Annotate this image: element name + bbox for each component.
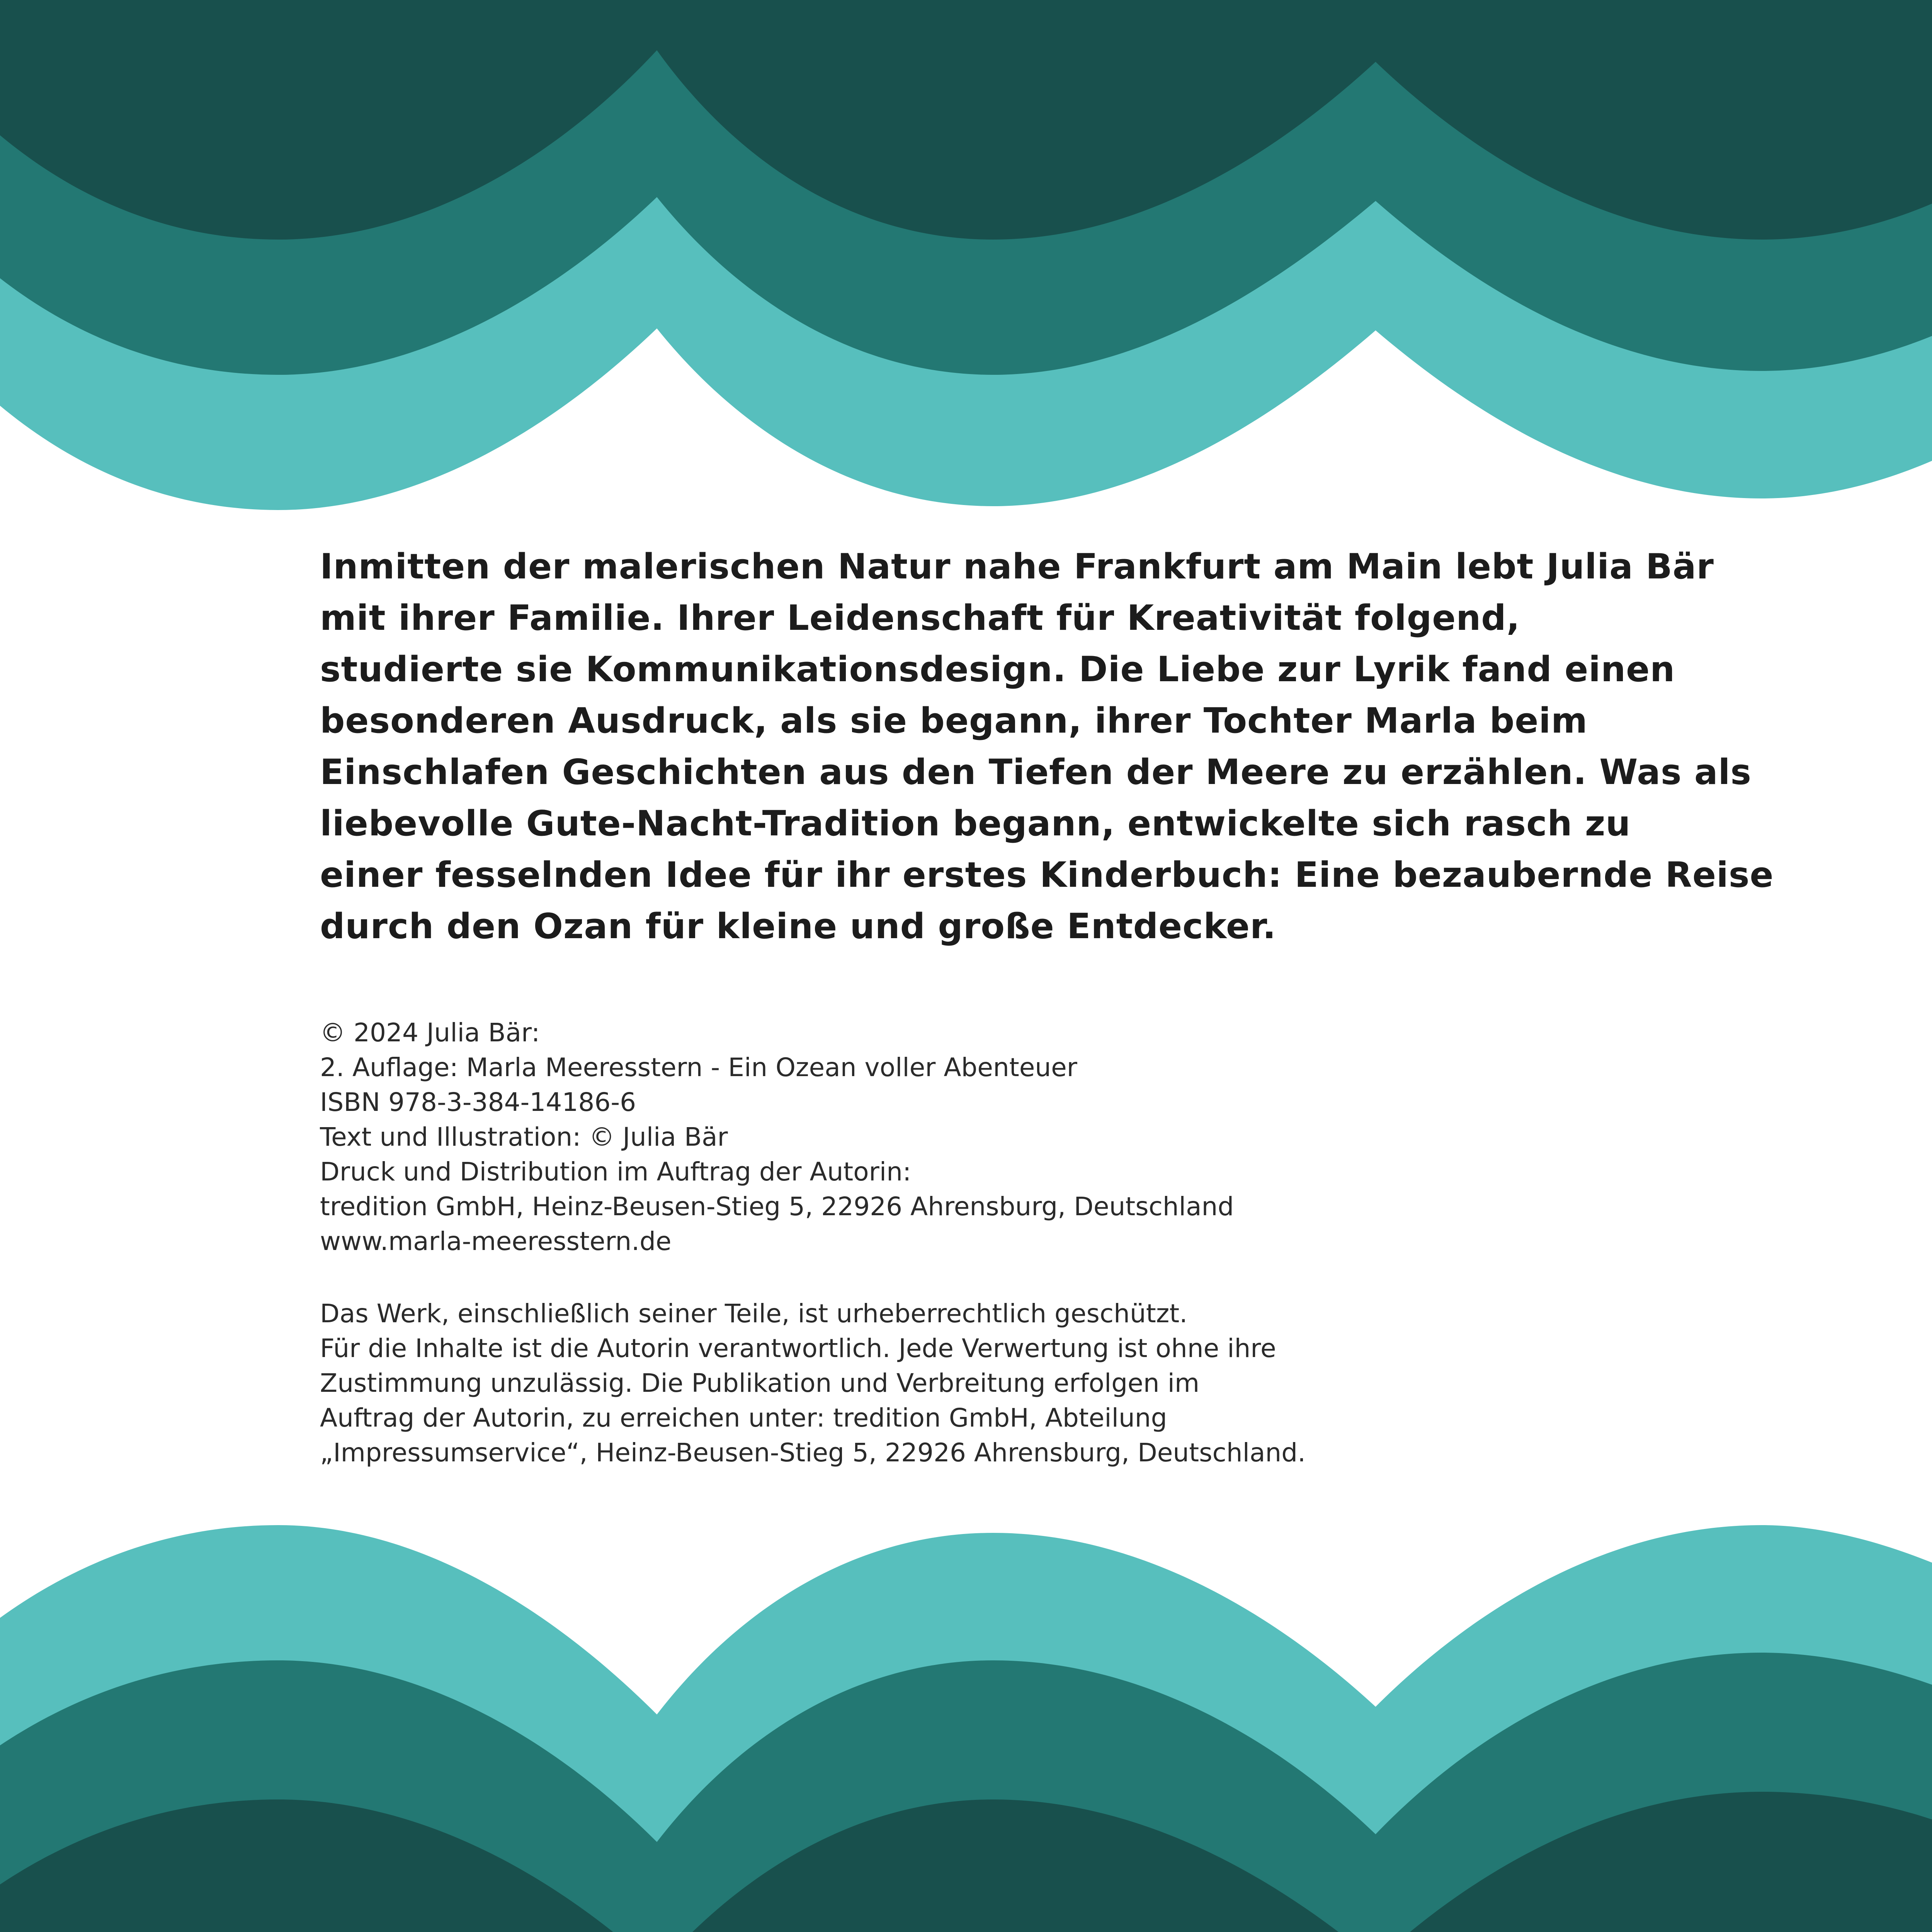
distribution-line: Druck und Distribution im Auftrag der Autorin: bbox=[320, 1157, 912, 1187]
legal-line: Zustimmung unzulässig. Die Publikation und Verbreitung erfolgen im bbox=[320, 1368, 1200, 1398]
bottom-wave-dark bbox=[0, 1792, 1932, 1932]
publisher-address-line: tredition GmbH, Heinz-Beusen-Stieg 5, 22926 Ahrensburg, Deutschland bbox=[320, 1192, 1234, 1221]
credits-line: Text und Illustration: © Julia Bär bbox=[320, 1122, 728, 1152]
bio-line: einer fesselnden Idee für ihr erstes Kinderbuch: Eine bezaubernde Reise bbox=[320, 855, 1774, 895]
legal-notice bbox=[320, 1296, 1696, 1470]
bio-line: Inmitten der malerischen Natur nahe Frankfurt am Main lebt Julia Bär bbox=[320, 546, 1714, 587]
bio-line: durch den Ozan für kleine und große Entdecker. bbox=[320, 906, 1276, 947]
bio-line: liebevolle Gute-Nacht-Tradition begann, entwickelte sich rasch zu bbox=[320, 803, 1631, 844]
top-wave-graphic bbox=[0, 0, 1932, 541]
edition-line: 2. Auflage: Marla Meeresstern - Ein Ozean voller Abenteuer bbox=[320, 1053, 1077, 1082]
isbn-line: ISBN 978-3-384-14186-6 bbox=[320, 1087, 636, 1117]
bio-line: studierte sie Kommunikationsdesign. Die Liebe zur Lyrik fand einen bbox=[320, 649, 1675, 690]
legal-line: „Impressumservice“, Heinz-Beusen-Stieg 5, 22926 Ahrensburg, Deutschland. bbox=[320, 1438, 1306, 1468]
legal-line: Das Werk, einschließlich seiner Teile, ist urheberrechtlich geschützt. bbox=[320, 1299, 1188, 1328]
bio-line: Einschlafen Geschichten aus den Tiefen der Meere zu erzählen. Was als bbox=[320, 752, 1752, 793]
top-wave-dark bbox=[0, 0, 1932, 240]
bottom-wave-graphic bbox=[0, 1467, 1932, 1932]
imprint-block bbox=[320, 1015, 1696, 1259]
bottom-wave-decoration bbox=[0, 1467, 1932, 1932]
bio-line: besonderen Ausdruck, als sie begann, ihrer Tochter Marla beim bbox=[320, 701, 1588, 741]
legal-line: Für die Inhalte ist die Autorin verantwortlich. Jede Verwertung ist ohne ihre bbox=[320, 1333, 1276, 1363]
author-biography bbox=[320, 541, 1774, 952]
top-wave-decoration bbox=[0, 0, 1932, 541]
bio-line: mit ihrer Familie. Ihrer Leidenschaft für Kreativität folgend, bbox=[320, 598, 1520, 638]
website-link[interactable]: www.marla-meeresstern.de bbox=[320, 1226, 672, 1256]
copyright-line: © 2024 Julia Bär: bbox=[320, 1018, 540, 1048]
legal-line: Auftrag der Autorin, zu erreichen unter: tredition GmbH, Abteilung bbox=[320, 1403, 1167, 1433]
